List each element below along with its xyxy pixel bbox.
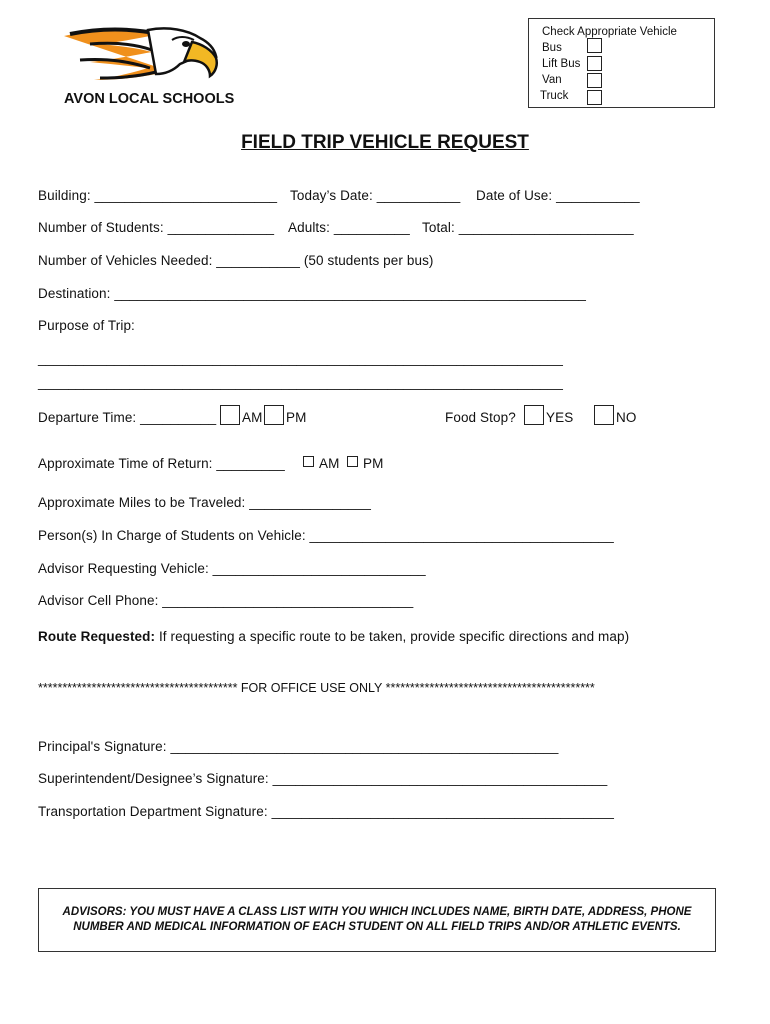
miles-field[interactable]: Approximate Miles to be Traveled: ________________ xyxy=(38,495,371,510)
vehicle-option-bus-label: Bus xyxy=(542,42,562,54)
advisor-cell-field[interactable]: Advisor Cell Phone: _________________________________ xyxy=(38,593,414,608)
vehicle-option-van-label: Van xyxy=(542,74,562,86)
food-stop-yes-label: YES xyxy=(546,410,574,425)
route-requested-text: If requesting a specific route to be taken, provide specific directions and map) xyxy=(155,629,630,644)
food-stop-yes-checkbox[interactable] xyxy=(524,405,544,425)
vehicle-check-title: Check Appropriate Vehicle xyxy=(542,26,677,38)
vehicle-option-truck-label: Truck xyxy=(540,90,569,102)
superintendent-signature-field[interactable]: Superintendent/Designee’s Signature: ____________________________________________ xyxy=(38,771,608,786)
building-field[interactable]: Building: ________________________ xyxy=(38,188,278,203)
food-stop-no-checkbox[interactable] xyxy=(594,405,614,425)
food-stop-no-label: NO xyxy=(616,410,637,425)
destination-field[interactable]: Destination: ______________________________________________________________ xyxy=(38,286,587,301)
purpose-label: Purpose of Trip: xyxy=(38,318,135,333)
office-use-divider: ***************************************** FOR OFFICE USE ONLY ******************************************* xyxy=(38,681,595,695)
departure-time-field[interactable]: Departure Time: __________ xyxy=(38,410,217,425)
vehicles-needed-field[interactable]: Number of Vehicles Needed: ___________ (50 students per bus) xyxy=(38,253,434,268)
vehicle-lift-bus-checkbox[interactable] xyxy=(587,56,602,71)
principal-signature-field[interactable]: Principal's Signature: ___________________________________________________ xyxy=(38,739,559,754)
todays-date-field[interactable]: Today’s Date: ___________ xyxy=(290,188,461,203)
return-time-field[interactable]: Approximate Time of Return: _________ xyxy=(38,456,285,471)
departure-am-label: AM xyxy=(242,410,263,425)
route-requested-label: Route Requested: xyxy=(38,629,156,644)
route-requested-line xyxy=(38,629,629,644)
total-field[interactable]: Total: _______________________ xyxy=(422,220,634,235)
departure-pm-checkbox[interactable] xyxy=(264,405,284,425)
advisor-field[interactable]: Advisor Requesting Vehicle: ____________________________ xyxy=(38,561,426,576)
vehicle-option-lift-bus-label: Lift Bus xyxy=(542,58,581,70)
eagle-head-icon xyxy=(60,24,220,88)
persons-in-charge-field[interactable]: Person(s) In Charge of Students on Vehicle: ________________________________________ xyxy=(38,528,614,543)
school-name: AVON LOCAL SCHOOLS xyxy=(64,91,235,107)
vehicle-van-checkbox[interactable] xyxy=(587,73,602,88)
departure-am-checkbox[interactable] xyxy=(220,405,240,425)
return-pm-label: PM xyxy=(363,456,384,471)
return-pm-checkbox[interactable] xyxy=(347,456,358,467)
vehicle-truck-checkbox[interactable] xyxy=(587,90,602,105)
transportation-signature-field[interactable]: Transportation Department Signature: _____________________________________________ xyxy=(38,804,614,819)
adults-field[interactable]: Adults: __________ xyxy=(288,220,410,235)
purpose-line-1[interactable]: _____________________________________________________________________ xyxy=(38,351,563,366)
purpose-line-2[interactable]: _____________________________________________________________________ xyxy=(38,375,563,390)
return-am-label: AM xyxy=(319,456,340,471)
vehicle-bus-checkbox[interactable] xyxy=(587,38,602,53)
advisor-notice-box xyxy=(38,888,716,952)
date-of-use-field[interactable]: Date of Use: ___________ xyxy=(476,188,640,203)
food-stop-label: Food Stop? xyxy=(445,410,516,425)
departure-pm-label: PM xyxy=(286,410,307,425)
form-title: FIELD TRIP VEHICLE REQUEST xyxy=(241,132,529,153)
num-students-field[interactable]: Number of Students: ______________ xyxy=(38,220,275,235)
advisor-notice-text: ADVISORS: YOU MUST HAVE A CLASS LIST WITH YOU WHICH INCLUDES NAME, BIRTH DATE, ADDRESS, PHONE NUMBER AND MEDICAL INFORMATION OF EACH STUDENT ON ALL FIELD TRIPS AND/OR ATHLETIC EVENTS. xyxy=(62,906,692,933)
return-am-checkbox[interactable] xyxy=(303,456,314,467)
